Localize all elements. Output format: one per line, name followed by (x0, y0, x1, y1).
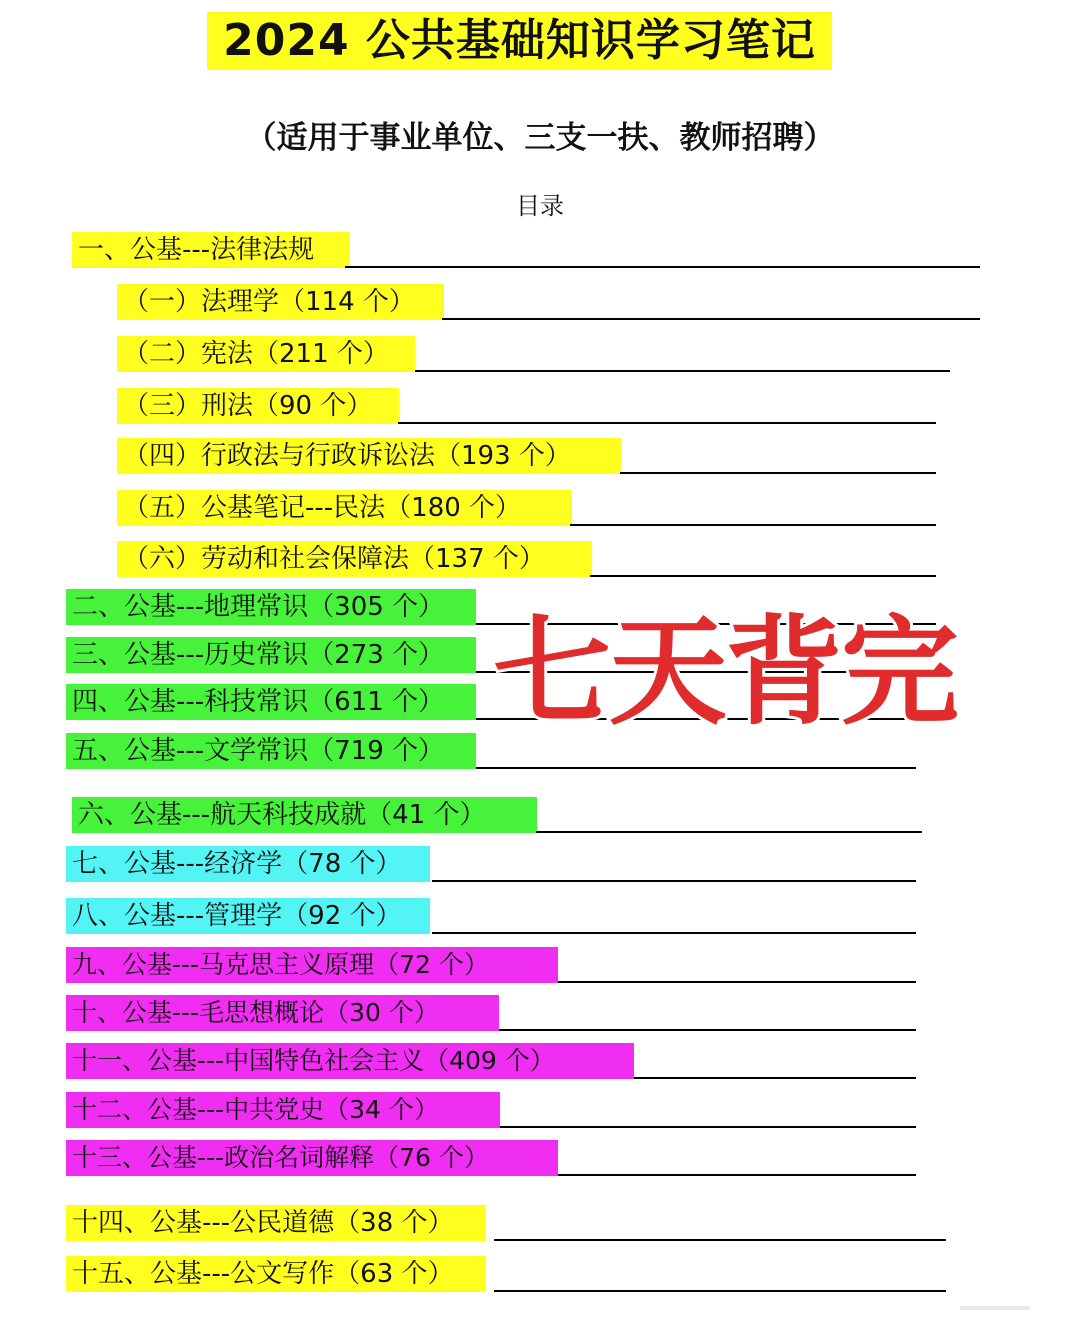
toc-leader-line (494, 1239, 946, 1241)
toc-entry-label: （三）刑法（90 个） (117, 388, 399, 424)
toc-leader-line (415, 370, 950, 372)
toc-leader-line (432, 880, 916, 882)
toc-entry-label: 十五、公基---公文写作（63 个） (66, 1256, 486, 1292)
document-subtitle: （适用于事业单位、三支一扶、教师招聘） (245, 120, 835, 156)
toc-leader-line (570, 524, 936, 526)
toc-leader-line (432, 932, 916, 934)
toc-leader-line (442, 318, 980, 320)
toc-leader-line (558, 1174, 916, 1176)
toc-leader-line (500, 1126, 916, 1128)
toc-entry-label: 五、公基---文学常识（719 个） (66, 733, 476, 769)
toc-entry-label: 八、公基---管理学（92 个） (66, 898, 430, 934)
toc-entry-label: 十一、公基---中国特色社会主义（409 个） (66, 1043, 634, 1079)
toc-leader-line (558, 981, 916, 983)
toc-leader-line (634, 1077, 916, 1079)
toc-leader-line (476, 767, 916, 769)
toc-entry-label: （一）法理学（114 个） (117, 284, 444, 320)
toc-leader-line (590, 575, 936, 577)
toc-entry-label: 三、公基---历史常识（273 个） (66, 637, 476, 673)
toc-leader-line (398, 422, 936, 424)
toc-entry-label: （六）劳动和社会保障法（137 个） (117, 541, 592, 577)
toc-entry-label: 四、公基---科技常识（611 个） (66, 684, 476, 720)
toc-leader-line (494, 1290, 946, 1292)
toc-entry-label: 十、公基---毛思想概论（30 个） (66, 995, 499, 1031)
toc-entry-label: 十四、公基---公民道德（38 个） (66, 1205, 486, 1241)
toc-entry-label: （二）宪法（211 个） (117, 336, 415, 372)
toc-leader-line (499, 1029, 916, 1031)
toc-entry-label: 二、公基---地理常识（305 个） (66, 589, 476, 625)
toc-entry-label: 一、公基---法律法规 (72, 232, 350, 268)
toc-entry-label: 十三、公基---政治名词解释（76 个） (66, 1140, 558, 1176)
toc-entry-label: 十二、公基---中共党史（34 个） (66, 1092, 500, 1128)
document-title: 2024 公共基础知识学习笔记 (207, 12, 832, 70)
watermark-mark (960, 1303, 1030, 1313)
toc-entry-label: 七、公基---经济学（78 个） (66, 846, 430, 882)
toc-heading: 目录 (516, 192, 564, 220)
toc-leader-line (536, 831, 922, 833)
toc-entry-label: （五）公基笔记---民法（180 个） (117, 490, 572, 526)
toc-leader-line (345, 266, 980, 268)
toc-entry-label: （四）行政法与行政诉讼法（193 个） (117, 438, 621, 474)
toc-entry-label: 九、公基---马克思主义原理（72 个） (66, 947, 558, 983)
overlay-slogan: 七天背完 (493, 603, 958, 741)
toc-entry-label: 六、公基---航天科技成就（41 个） (72, 797, 537, 833)
toc-leader-line (620, 472, 936, 474)
